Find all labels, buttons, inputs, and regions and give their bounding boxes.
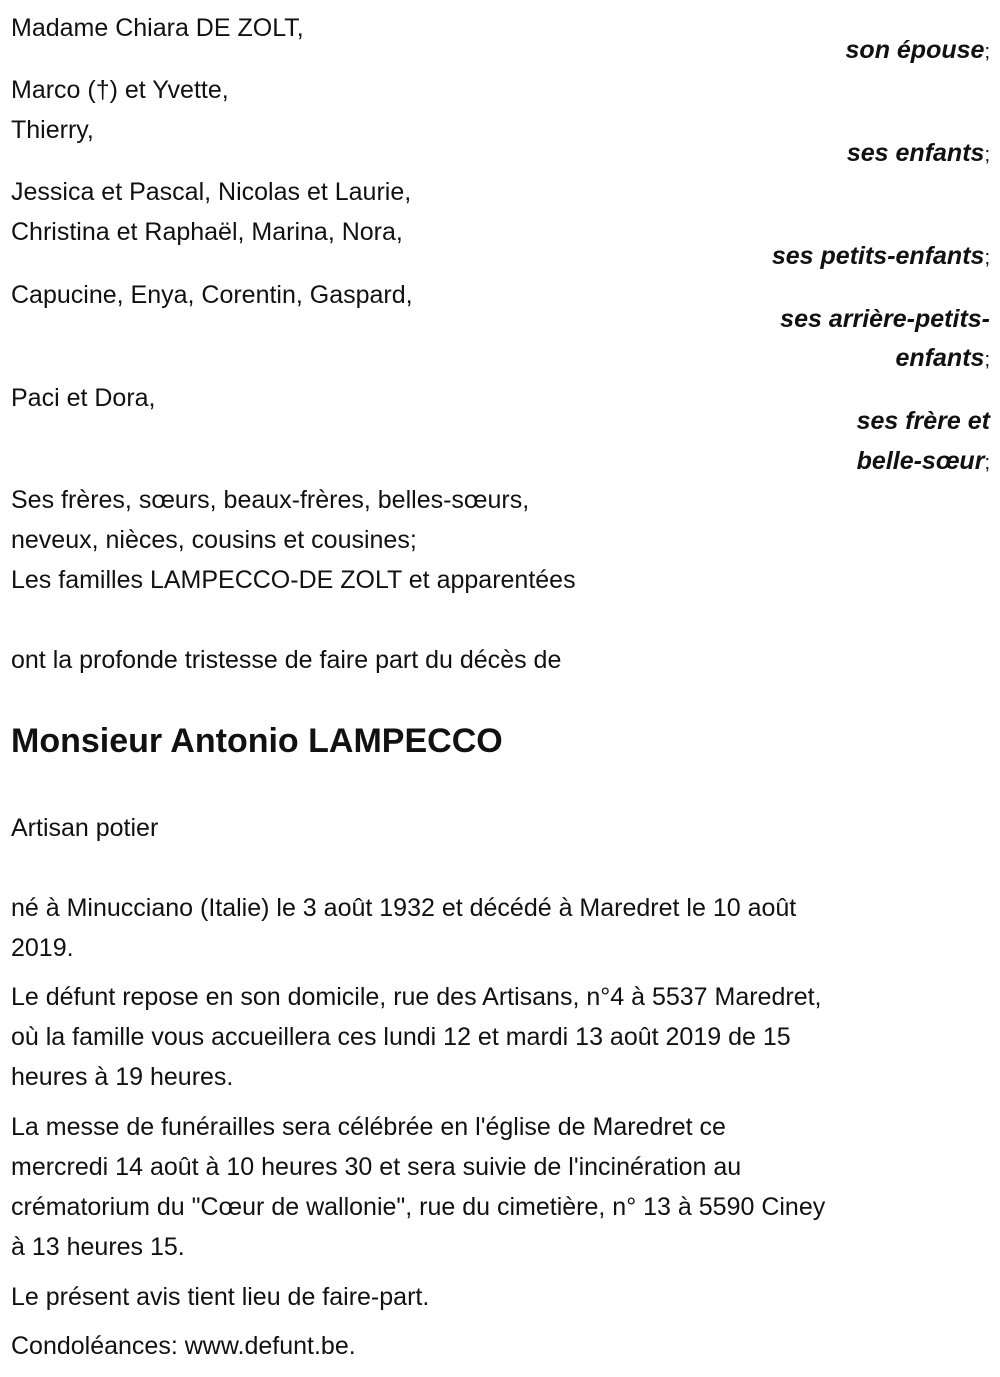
semicolon: ; (984, 41, 990, 63)
deceased-name: Monsieur Antonio LAMPECCO (11, 722, 503, 760)
role-label: belle-sœur (856, 447, 985, 475)
role-label: enfants (895, 344, 985, 372)
visitation-line: heures à 19 heures. (11, 1063, 234, 1091)
birth-death-line: 2019. (11, 934, 74, 962)
spouse-role (846, 30, 990, 70)
role-label: son épouse (845, 36, 985, 64)
children-role (847, 133, 990, 173)
others-line: Les familles LAMPECCO-DE ZOLT et apparentées (11, 566, 576, 594)
announcement: ont la profonde tristesse de faire part du décès de (11, 646, 562, 674)
spouse-name: Madame Chiara DE ZOLT, (11, 14, 304, 42)
condolences: Condoléances: www.defunt.be. (11, 1332, 356, 1360)
funeral-line: crématorium du "Cœur de wallonie", rue du cimetière, n° 13 à 5590 Ciney (11, 1193, 826, 1221)
great-grandchildren-line: Capucine, Enya, Corentin, Gaspard, (11, 281, 413, 309)
child-line: Thierry, (11, 116, 94, 144)
grandchildren-role (772, 236, 990, 276)
child-line: Marco (†) et Yvette, (11, 76, 229, 104)
funeral-line: mercredi 14 août à 10 heures 30 et sera suivie de l'incinération au (11, 1153, 742, 1181)
role-label: ses petits-enfants (771, 242, 985, 270)
occupation: Artisan potier (11, 814, 159, 842)
others-line: Ses frères, sœurs, beaux-frères, belles-sœurs, (11, 486, 530, 514)
grandchild-line: Jessica et Pascal, Nicolas et Laurie, (11, 178, 412, 206)
visitation-line: où la famille vous accueillera ces lundi 12 et mardi 13 août 2019 de 15 (11, 1023, 791, 1051)
great-grandchildren-role-1: ses arrière-petits- (780, 305, 990, 333)
semicolon: ; (984, 144, 990, 166)
grandchild-line: Christina et Raphaël, Marina, Nora, (11, 218, 403, 246)
role-label: ses enfants (846, 139, 985, 167)
others-line: neveux, nièces, cousins et cousines; (11, 526, 417, 554)
funeral-line: La messe de funérailles sera célébrée en l'église de Maredret ce (11, 1113, 726, 1141)
semicolon: ; (984, 452, 990, 474)
siblings-role-1: ses frère et (856, 407, 990, 435)
visitation-line: Le défunt repose en son domicile, rue des Artisans, n°4 à 5537 Maredret, (11, 983, 822, 1011)
siblings-role-2 (857, 441, 990, 481)
semicolon: ; (984, 349, 990, 371)
birth-death-line: né à Minucciano (Italie) le 3 août 1932 et décédé à Maredret le 10 août (11, 894, 797, 922)
funeral-line: à 13 heures 15. (11, 1233, 185, 1261)
notice: Le présent avis tient lieu de faire-part. (11, 1283, 430, 1311)
semicolon: ; (984, 247, 990, 269)
great-grandchildren-role-2 (896, 338, 990, 378)
siblings-line: Paci et Dora, (11, 384, 156, 412)
